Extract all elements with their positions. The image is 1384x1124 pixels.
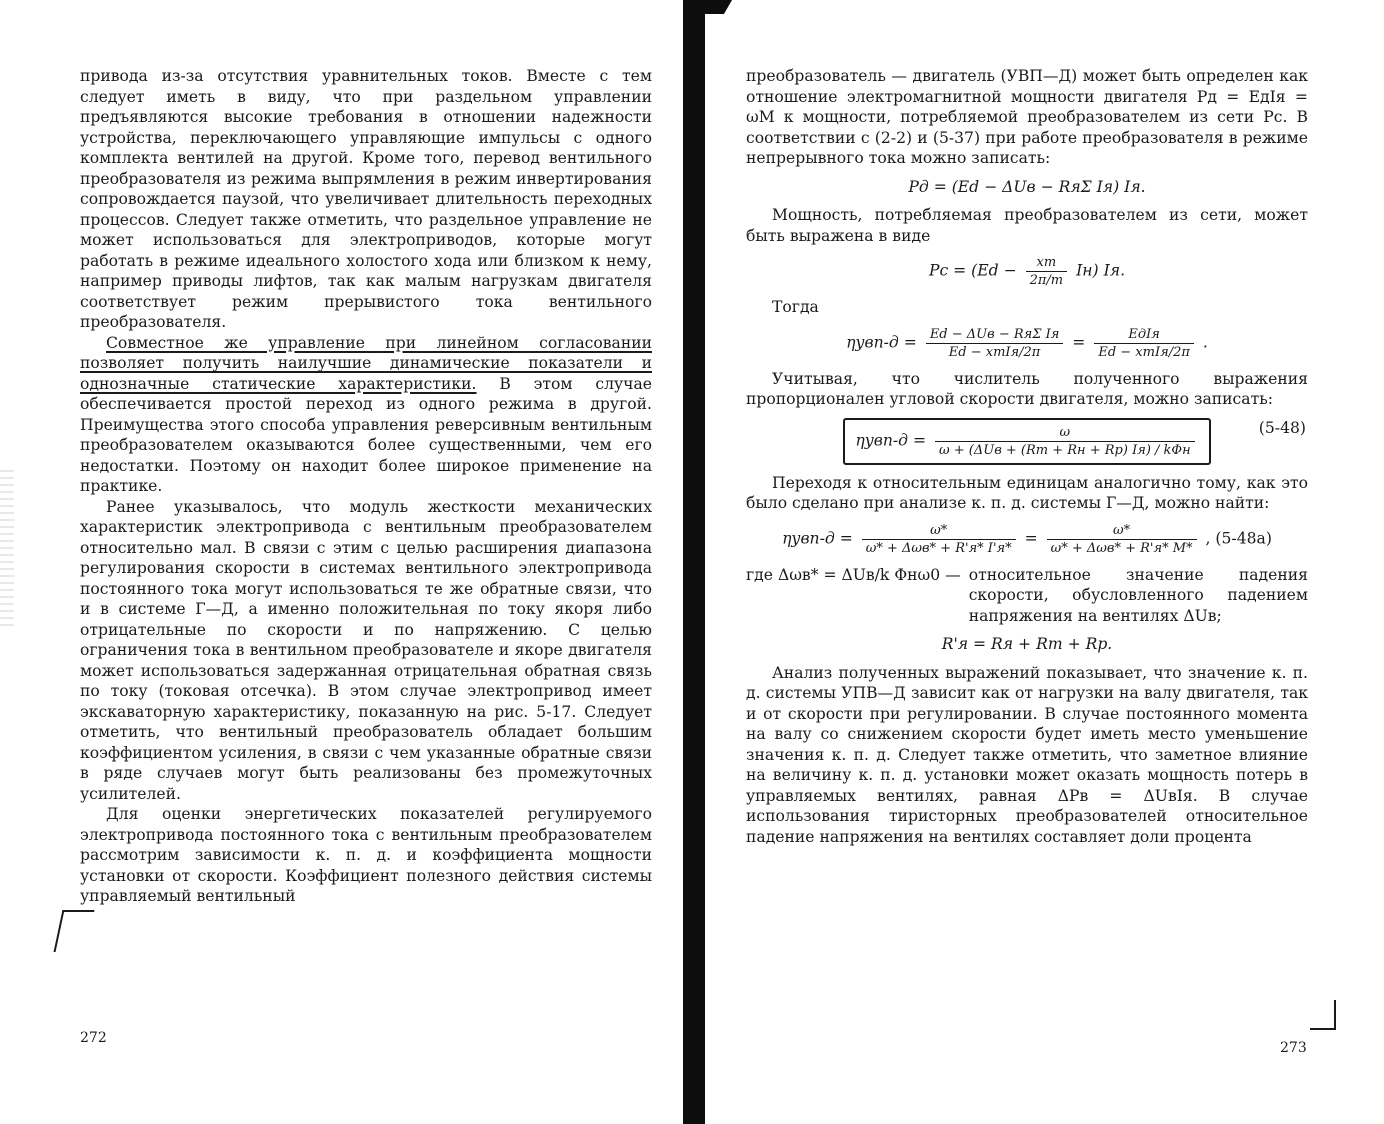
equation-number-5-48: (5-48) <box>1258 418 1306 437</box>
book-gutter <box>683 0 705 1124</box>
paragraph: преобразователь — двигатель (УВП—Д) может быть определен как отношение электромагнитной мощности двигателя Pд = EдIя = ωM к мощности, потребляемой преобразователем из сети Pс. В соответствии с (2-2) и (5-37) при работе преобразователя в режиме непрерывного тока можно записать: <box>746 67 1308 167</box>
eq548a-den2: ω* + Δωв* + R'я* M* <box>1050 540 1193 556</box>
paragraph: Ранее указывалось, что модуль жесткости механических характеристик электропривода с вентильным преобразователем относительно мал. В связи с этим с целью расширения диапазона регулирования скорости в системах вентильного электропривода постоянного тока могут использоваться те же обратные связи, что и в системе Г—Д, а именно положительная по току якоря либо отрицательные по скорости и по напряжению. С целью ограничения тока в вентильном преобразователе и якоре двигателя может использоваться задержанная отрицательная обратная связь по току (токовая отсечка). В этом случае электропривод имеет экскаваторную характеристику, показанную на рис. 5-17. Следует отметить, что вентильный преобразователь обладает большим коэффициентом усиления, в связи с чем указанные обратные связи в ряде случаев могут быть реализованы без промежуточных усилителей. <box>80 497 652 803</box>
eq-pc-rhs: Iн) Iя. <box>1076 261 1126 280</box>
paragraph: Переходя к относительным единицам аналогично тому, как это было сделано при анализе к. п. д. системы Г—Д, можно найти: <box>746 473 1308 512</box>
equation-number-5-48a: , (5-48а) <box>1205 529 1272 547</box>
eq-eta-num2: EдIя <box>1094 326 1194 344</box>
page-number-left: 272 <box>80 1030 107 1046</box>
eq548a-num1: ω* <box>862 522 1016 540</box>
eq-eta-fraction-1 <box>926 326 1064 361</box>
eq548-den: ω + (ΔUв + (Rт + Rн + Rр) Iя) / kΦн <box>939 442 1191 458</box>
eq548-fraction <box>935 424 1195 459</box>
eq-pc-num: xт <box>1026 254 1068 272</box>
eq548-lhs: ηувп-д = <box>855 431 927 449</box>
scan-speckle <box>0 470 14 630</box>
equation-r: R'я = Rя + Rт + Rр. <box>941 635 1113 653</box>
paragraph-continuation: В этом случае обеспечивается простой переход из одного режима в другой. Преимущества этого способа управления реверсивным вентильным преобразователем оказываются более существенными, чем его недостатки. Поэтому он находит более широкое применение на практике. <box>80 374 652 495</box>
equation-5-48 <box>746 418 1308 465</box>
equation-pd: Pд = (Ed − ΔUв − RяΣ Iя) Iя. <box>908 177 1146 196</box>
paragraph: Анализ полученных выражений показывает, что значение к. п. д. системы УПВ—Д зависит как от нагрузки на валу двигателя, так и от скорости при регулировании. В случае постоянного момента на валу со снижением скорости будет иметь место уменьшение значения к. п. д. Следует также отметить, что заметное влияние на величину к. п. д. установки может оказать мощность потерь в управляемых вентилях, равная ΔPв = ΔUвIя. В случае использования тиристорных преобразователей относительное падение напряжения на вентилях составляет доли процента <box>746 663 1308 846</box>
eq548a-fraction-2 <box>1047 522 1197 557</box>
eq548a-num2: ω* <box>1047 522 1197 540</box>
paragraph: Мощность, потребляемая преобразователем из сети, может быть выражена в виде <box>746 206 1308 245</box>
eq-eta-fraction-2 <box>1094 326 1194 361</box>
eq-pc-den: 2π/m <box>1029 273 1064 288</box>
underlined-sentence: Совместное же управление при линейном согласовании позволяет получить наилучшие динамические показатели и однозначные статические характеристики. <box>80 333 652 393</box>
paragraph: Для оценки энергетических показателей регулируемого электропривода постоянного тока с вентильным преобразователем рассмотрим зависимости к. п. д. и коэффициента мощности установки от скорости. Коэффициент полезного действия системы управляемый вентильный <box>80 805 652 905</box>
right-page <box>746 66 1308 847</box>
definition-term: где Δωв* = ΔUв/k Φнω0 — <box>746 565 961 584</box>
eq-eta-end: . <box>1202 333 1208 351</box>
eq548a-equals: = <box>1024 529 1038 547</box>
eq548a-lhs: ηувп-д = <box>782 529 853 547</box>
equation-pc <box>746 254 1308 289</box>
gutter-shadow <box>696 0 732 14</box>
page-number-right: 273 <box>1280 1040 1307 1056</box>
paragraph-underlined-group <box>80 333 652 497</box>
eq548a-den1: ω* + Δωв* + R'я* I'я* <box>865 540 1012 556</box>
eq548-num: ω <box>935 424 1195 442</box>
paragraph: привода из-за отсутствия уравнительных токов. Вместе с тем следует иметь в виду, что при раздельном управлении предъявляются высокие требования в отношении надежности устройства, переключающего управляющие импульсы с одного комплекта вентилей на другой. Кроме того, перевод вентильного преобразователя из режима выпрямления в режим инвертирования сопровождается паузой, что увеличивает длительность переходных процессов. Следует также отметить, что раздельное управление не может использоваться для электроприводов, которые могут работать в режиме идеального холостого хода или близком к нему, например приводы лифтов, так как малым нагрузкам двигателя соответствует режим прерывистого тока вентильного преобразователя. <box>80 67 652 331</box>
paragraph: Учитывая, что числитель полученного выражения пропорционален угловой скорости двигателя, можно записать: <box>746 369 1308 408</box>
eq-eta-den2: Ed − xтIя/2π <box>1098 344 1190 360</box>
definition-text: относительное значение падения скорости, обусловленного падением напряжения на вентилях ΔUв; <box>968 565 1308 625</box>
definition-block <box>746 565 1308 627</box>
eq-eta-equals: = <box>1072 333 1086 351</box>
eq548a-fraction-1 <box>862 522 1016 557</box>
boxed-equation <box>843 418 1210 465</box>
handwritten-bracket-mark <box>1310 1000 1336 1030</box>
left-page <box>80 66 652 907</box>
eq-pc-lhs: Pс = (Ed − <box>928 261 1017 280</box>
word-togda: Тогда <box>772 298 819 316</box>
equation-5-48a <box>746 522 1308 557</box>
equation-eta <box>746 326 1308 361</box>
eq-eta-lhs: ηувп-д = <box>846 333 917 351</box>
eq-pc-fraction <box>1026 254 1068 289</box>
eq-eta-den1: Ed − xтIя/2π <box>948 344 1041 360</box>
handwritten-bracket-mark <box>54 910 95 952</box>
eq-eta-num1: Ed − ΔUв − RяΣ Iя <box>926 326 1064 344</box>
